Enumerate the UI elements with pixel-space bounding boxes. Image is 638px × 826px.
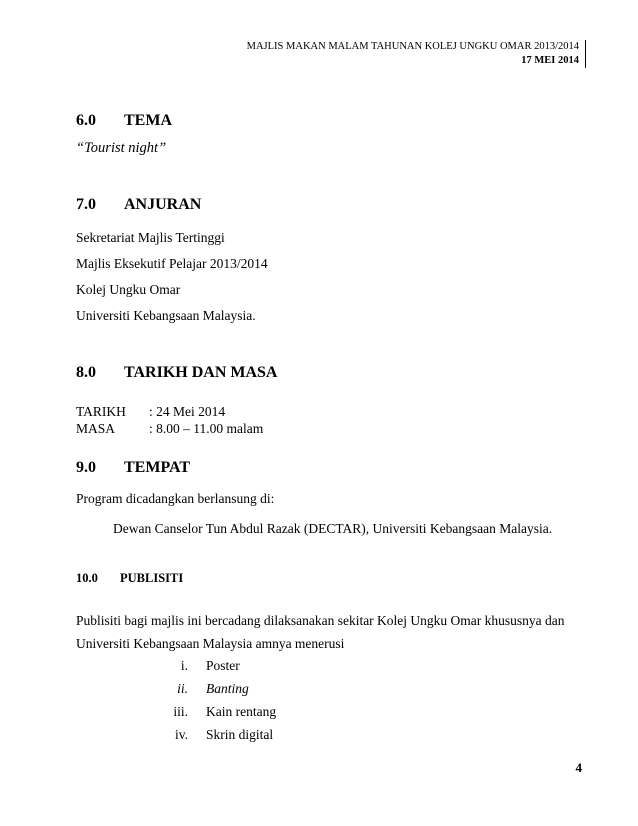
venue-intro: Program dicadangkan berlansung di:: [76, 491, 275, 506]
organizer-line: Universiti Kebangsaan Malaysia.: [76, 308, 256, 323]
section-heading-anjuran: [76, 196, 201, 214]
list-label: Kain rentang: [206, 704, 277, 719]
publicity-list-item: [140, 681, 300, 697]
section-heading-tema: [76, 112, 172, 130]
list-marker: iv.: [175, 727, 188, 742]
date-label: TARIKH: [76, 404, 126, 419]
section-title: PUBLISITI: [120, 571, 184, 585]
section-heading-tarikh-masa: [76, 364, 277, 382]
time-row: [76, 421, 263, 437]
date-value: : 24 Mei 2014: [149, 404, 226, 419]
list-label: Skrin digital: [206, 727, 274, 742]
header-title: MAJLIS MAKAN MALAM TAHUNAN KOLEJ UNGKU OMAR 2013/2014: [246, 41, 579, 52]
publicity-list-item: [140, 704, 300, 720]
time-label: MASA: [76, 421, 116, 436]
section-number: 8.0: [76, 364, 96, 381]
venue-text: Dewan Canselor Tun Abdul Razak (DECTAR), Universiti Kebangsaan Malaysia.: [113, 521, 553, 536]
list-label: Banting: [206, 681, 249, 696]
section-title: TARIKH DAN MASA: [124, 364, 278, 381]
section-title: TEMA: [124, 112, 172, 129]
list-marker: iii.: [173, 704, 188, 719]
section-number: 9.0: [76, 459, 96, 476]
section-heading-tempat: [76, 459, 190, 477]
section-number: 7.0: [76, 196, 96, 213]
list-marker: i.: [180, 658, 188, 673]
date-row: [76, 404, 225, 420]
header-date: 17 MEI 2014: [521, 55, 579, 66]
section-number: 10.0: [76, 571, 98, 585]
theme-text: “Tourist night”: [76, 140, 167, 156]
publicity-paragraph: Publisiti bagi majlis ini bercadang dilaksanakan sekitar Kolej Ungku Omar khususnya dan Universiti Kebangsaan Malaysia amnya menerusi: [76, 613, 565, 651]
section-number: 6.0: [76, 112, 96, 129]
time-value: : 8.00 – 11.00 malam: [149, 421, 264, 436]
list-label: Poster: [206, 658, 240, 673]
section-title: TEMPAT: [124, 459, 191, 476]
page-header: [247, 40, 586, 68]
publicity-list-item: [140, 658, 300, 674]
organizer-line: Sekretariat Majlis Tertinggi: [76, 230, 225, 245]
section-title: ANJURAN: [124, 196, 202, 213]
list-marker: ii.: [177, 681, 188, 696]
organizer-line: Majlis Eksekutif Pelajar 2013/2014: [76, 256, 268, 271]
publicity-list-item: [140, 727, 300, 743]
page-number: 4: [575, 760, 582, 775]
organizer-line: Kolej Ungku Omar: [76, 282, 181, 297]
section-heading-publisiti: [76, 571, 183, 586]
